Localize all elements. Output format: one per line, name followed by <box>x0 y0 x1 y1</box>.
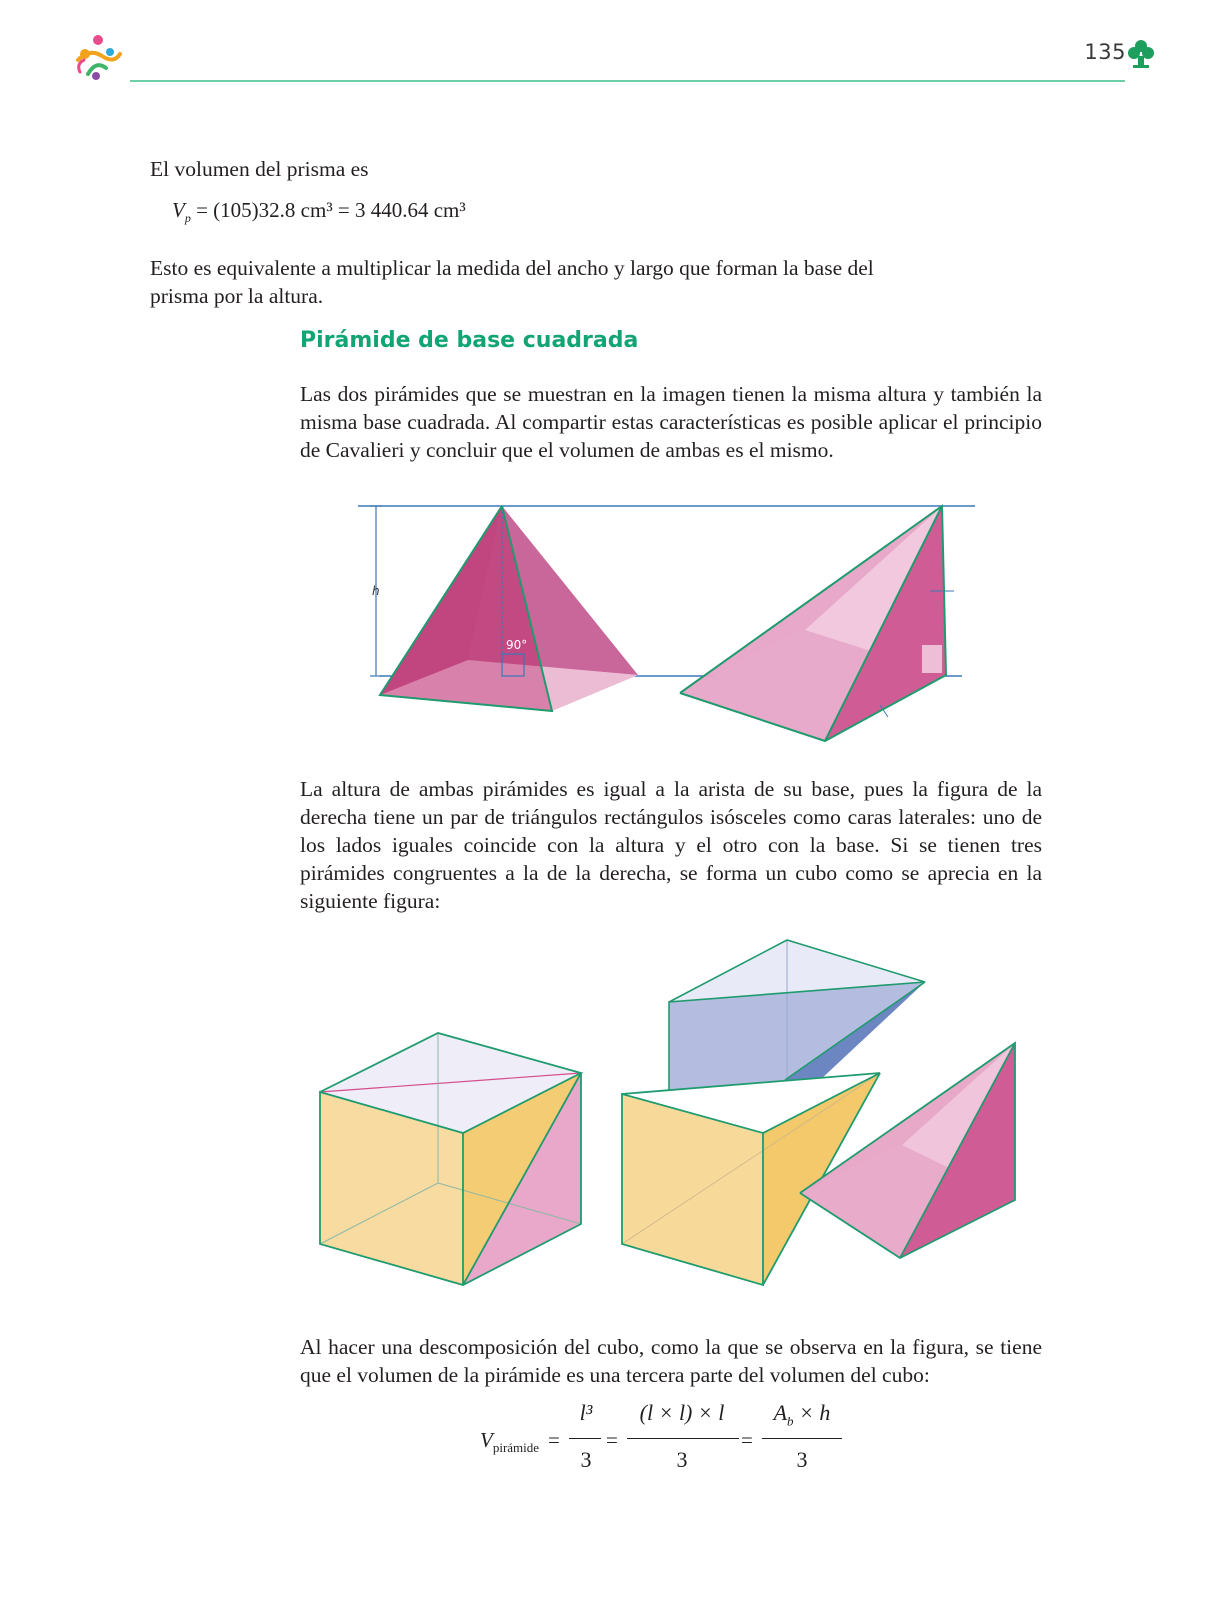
fraction-1-denominator: 3 <box>580 1447 592 1472</box>
header-rule <box>130 80 1125 82</box>
volume-subscript: p <box>184 211 191 226</box>
fraction-3-numerator <box>760 1400 844 1429</box>
fraction-3-denominator: 3 <box>796 1447 808 1472</box>
formula-equals-2: = <box>606 1428 618 1452</box>
pyramids-figure <box>350 495 990 755</box>
volume-symbol: V <box>172 198 185 222</box>
prism-volume-equation <box>172 198 466 226</box>
paragraph-height-equals-edge: La altura de ambas pirámides es igual a la arista de su base, pues la figura de la derecha tiene un par de triángulos rectángulos isósceles como caras laterales: uno de los lados iguales coincide con la altura y el otro con la base. Si se tienen tres pirámides congruentes a la de la derecha, se forma un cubo como se aprecia en la siguiente figura: <box>300 777 1042 913</box>
cube-decomposition-figure <box>300 930 1040 1300</box>
prism-explanation: Esto es equivalente a multiplicar la medida del ancho y largo que forman la base del prisma por la altura. <box>150 256 874 308</box>
formula-v-symbol: V <box>480 1428 493 1452</box>
formula-lhs <box>480 1428 539 1456</box>
frac1-num-text: l³ <box>579 1400 593 1425</box>
fraction-2-denominator: 3 <box>676 1447 688 1472</box>
height-label: h <box>372 584 380 598</box>
volume-value: = (105)32.8 cm³ = 3 440.64 cm³ <box>196 198 466 222</box>
frac3-area-symbol: A <box>773 1400 788 1425</box>
formula-v-subscript: pirámide <box>492 1440 540 1456</box>
fraction-3-bar <box>762 1438 842 1439</box>
frac3-area-subscript: b <box>787 1413 794 1429</box>
book-logo-icon <box>70 30 126 86</box>
angle-label: 90° <box>506 638 528 652</box>
paragraph-decomposition: Al hacer una descomposición del cubo, como la que se observa en la figura, se tiene que el volumen de la pirámide es una tercera parte del volumen del cubo: <box>300 1335 1042 1387</box>
fraction-1-bar <box>569 1438 601 1439</box>
page-number: 135 <box>1084 40 1126 64</box>
frac2-num-text: (l × l) × l <box>639 1400 725 1425</box>
section-title: Pirámide de base cuadrada <box>300 328 639 353</box>
formula-equals-1: = <box>548 1428 560 1452</box>
tree-emblem-icon <box>1126 38 1156 70</box>
fraction-2-numerator <box>624 1400 740 1426</box>
formula-equals-3: = <box>741 1428 753 1452</box>
frac3-height-part: × h <box>799 1400 831 1425</box>
fraction-2-bar <box>627 1438 739 1439</box>
paragraph-cavalieri: Las dos pirámides que se muestran en la imagen tienen la misma altura y también la misma base cuadrada. Al compartir estas características es posible aplicar el principio de Cavalieri y concluir que el volumen de ambas es el mismo. <box>300 382 1042 462</box>
fraction-1-numerator <box>566 1400 606 1426</box>
prism-volume-intro: El volumen del prisma es <box>150 157 369 181</box>
